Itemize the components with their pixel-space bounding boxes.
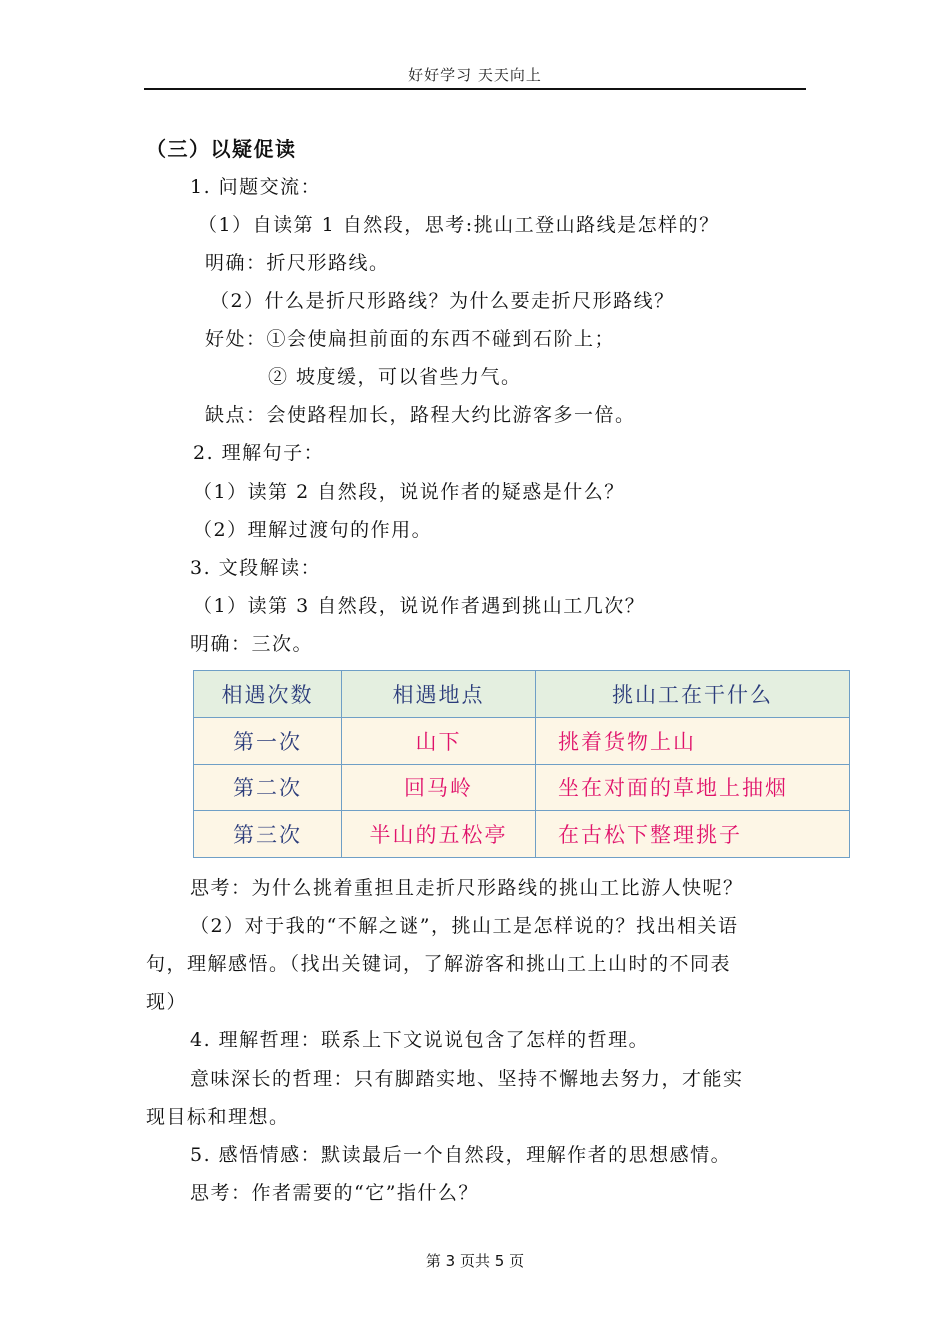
page-footer: 第 3 页共 5 页 xyxy=(425,1252,525,1270)
text-line: 2. 理解句子： xyxy=(193,442,325,464)
text-line: 5. 感悟情感：默读最后一个自然段，理解作者的思想感情。 xyxy=(190,1144,732,1166)
table-row xyxy=(194,811,850,858)
text-line: （1）自读第 1 自然段，思考:挑山工登山路线是怎样的？ xyxy=(198,214,720,236)
text-line: （2）什么是折尺形路线？为什么要走折尺形路线？ xyxy=(210,290,675,312)
table-header-cell: 相遇地点 xyxy=(342,671,536,718)
text-line: 缺点：会使路程加长，路程大约比游客多一倍。 xyxy=(205,404,636,426)
table-header-row xyxy=(194,671,850,718)
text-line: 思考：作者需要的“它”指什么？ xyxy=(190,1182,479,1204)
text-line: 思考：为什么挑着重担且走折尺形路线的挑山工比游人快呢？ xyxy=(190,877,744,899)
text-line: 4. 理解哲理：联系上下文说说包含了怎样的哲理。 xyxy=(190,1029,650,1051)
table-cell: 坐在对面的草地上抽烟 xyxy=(536,764,850,811)
table-cell: 挑着货物上山 xyxy=(536,717,850,764)
table-cell: 第三次 xyxy=(194,811,342,858)
text-line: 明确：三次。 xyxy=(190,633,314,655)
text-line: （1）读第 3 自然段，说说作者遇到挑山工几次？ xyxy=(193,595,646,617)
table-cell: 第二次 xyxy=(194,764,342,811)
section-title: （三）以疑促读 xyxy=(146,137,297,161)
text-line: 现） xyxy=(146,991,188,1013)
table-cell: 回马岭 xyxy=(342,764,536,811)
table-cell: 山下 xyxy=(342,717,536,764)
text-line: （2）对于我的“不解之谜”，挑山工是怎样说的？找出相关语 xyxy=(190,915,739,937)
page-header: 好好学习 天天向上 xyxy=(408,66,542,84)
text-line: （2）理解过渡句的作用。 xyxy=(193,519,433,541)
table-header-cell: 挑山工在干什么 xyxy=(536,671,850,718)
text-line: 1. 问题交流： xyxy=(190,176,322,198)
table-cell: 第一次 xyxy=(194,717,342,764)
table-cell: 半山的五松亭 xyxy=(342,811,536,858)
text-line: ② 坡度缓，可以省些力气。 xyxy=(268,366,522,388)
table-cell: 在古松下整理挑子 xyxy=(536,811,850,858)
text-line: 现目标和理想。 xyxy=(146,1106,290,1128)
encounter-table xyxy=(193,670,850,858)
table-row xyxy=(194,717,850,764)
text-line: 好处：①会使扁担前面的东西不碰到石阶上； xyxy=(205,328,616,350)
table-header-cell: 相遇次数 xyxy=(194,671,342,718)
text-line: （1）读第 2 自然段，说说作者的疑惑是什么？ xyxy=(193,481,625,503)
text-line: 意味深长的哲理：只有脚踏实地、坚持不懈地去努力，才能实 xyxy=(190,1068,744,1090)
text-line: 3. 文段解读： xyxy=(190,557,322,579)
table-row xyxy=(194,764,850,811)
text-line: 句，理解感悟。（找出关键词，了解游客和挑山工上山时的不同表 xyxy=(146,953,732,975)
header-rule xyxy=(144,88,806,90)
text-line: 明确：折尺形路线。 xyxy=(205,252,390,274)
